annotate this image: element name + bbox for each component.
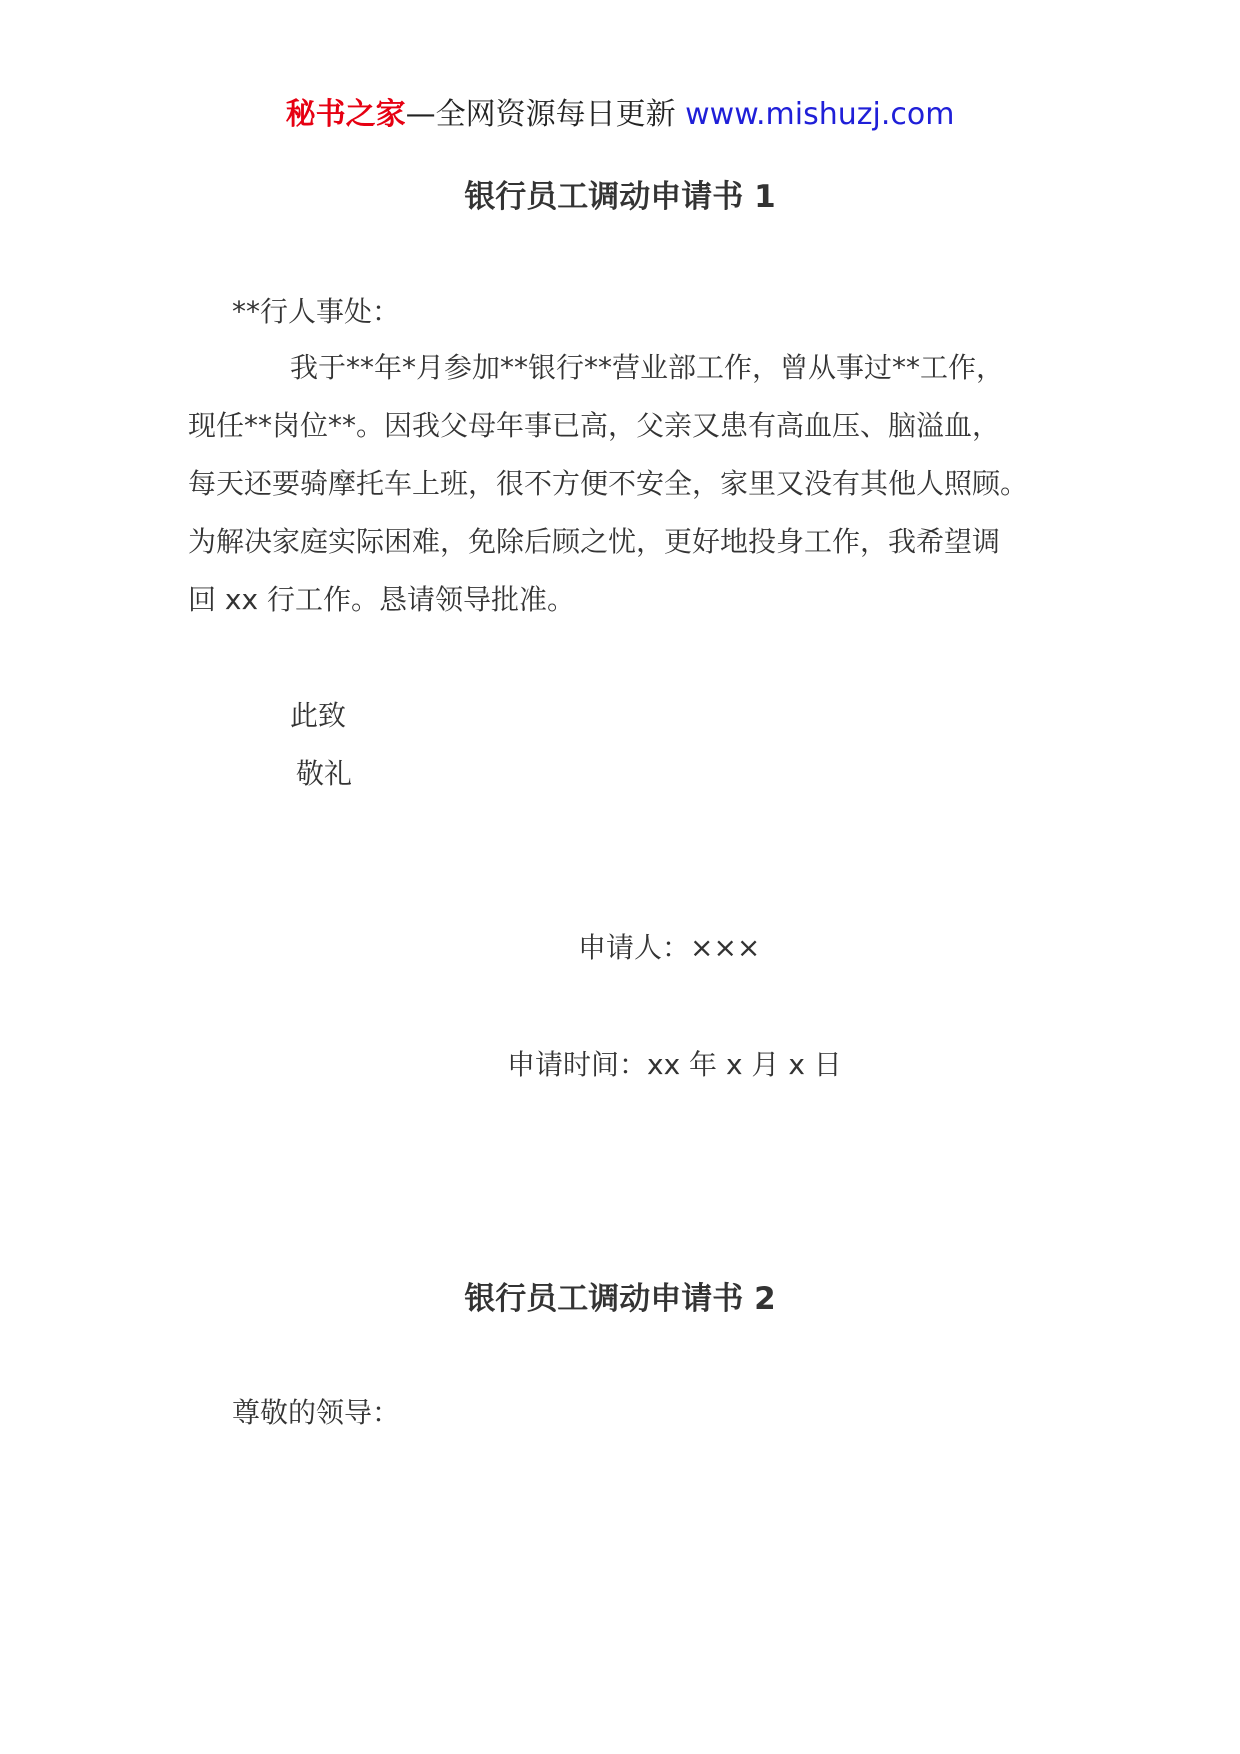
- doc1-paragraph-line-3: 每天还要骑摩托车上班，很不方便不安全，家里又没有其他人照顾。: [188, 467, 1029, 500]
- doc1-paragraph-line-1: 我于**年*月参加**银行**营业部工作，曾从事过**工作，: [290, 351, 1005, 384]
- doc1-title: 银行员工调动申请书 1: [464, 179, 776, 215]
- doc1-paragraph-line-5: 回 xx 行工作。恳请领导批准。: [188, 583, 575, 616]
- site-header: [0, 93, 1240, 137]
- doc1-salutation: **行人事处：: [232, 295, 401, 328]
- doc1-paragraph-line-2: 现任**岗位**。因我父母年事已高，父亲又患有高血压、脑溢血，: [188, 409, 1001, 442]
- doc1-closing-cizhi: 此致: [290, 699, 347, 732]
- doc1-closing-jingli: 敬礼: [296, 757, 353, 790]
- doc1-applicant: 申请人：×××: [578, 931, 761, 964]
- doc2-salutation: 尊敬的领导：: [232, 1396, 401, 1429]
- doc1-paragraph-line-4: 为解决家庭实际困难，免除后顾之忧，更好地投身工作，我希望调: [188, 525, 1001, 558]
- header-slogan: —全网资源每日更新: [405, 97, 676, 132]
- doc1-date: 申请时间：xx 年 x 月 x 日: [507, 1048, 842, 1081]
- site-url-link[interactable]: www.mishuzj.com: [685, 97, 955, 132]
- doc2-title: 银行员工调动申请书 2: [464, 1281, 776, 1317]
- brand-name: 秘书之家: [285, 97, 406, 132]
